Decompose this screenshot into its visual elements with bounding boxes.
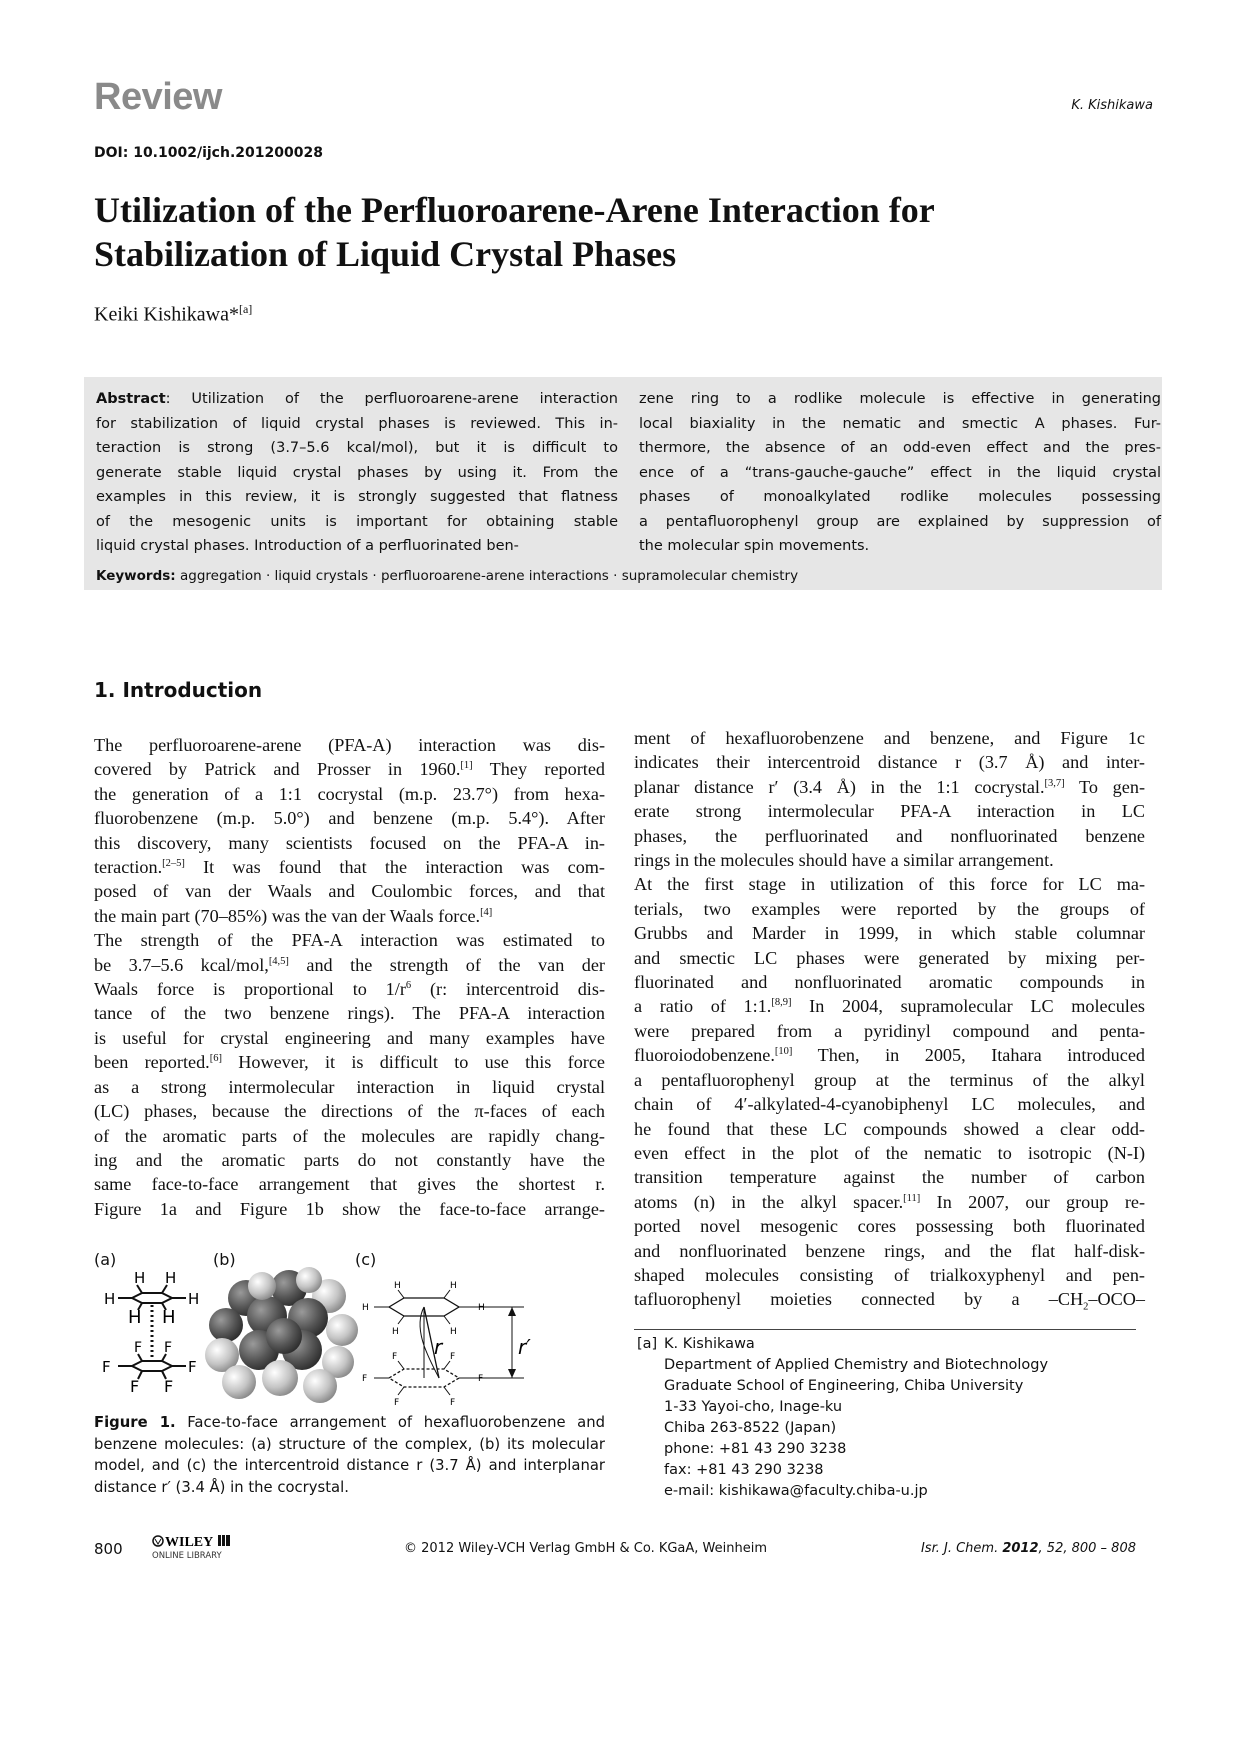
body-text-line — [634, 1287, 1145, 1311]
atom-label: H — [478, 1303, 485, 1313]
abstract-label: Abstract — [96, 391, 166, 407]
caption-text: distance r′ (3.4 Å) in the cocrystal. — [94, 1478, 349, 1496]
abstract-text: teraction is strong (3.7–5.6 kcal/mol), but it is difficult to — [96, 440, 618, 456]
body-text-line — [94, 831, 605, 855]
abstract-left-column — [96, 387, 618, 559]
citation-superscript: [10] — [774, 1046, 793, 1058]
body-text: indicates their intercentroid distance r (3.7 Å) and inter- — [634, 752, 1145, 773]
body-text: erate strong intermolecular PFA-A interaction in LC — [634, 801, 1145, 822]
body-text: of the aromatic parts of the molecules are rapidly chang- — [94, 1125, 605, 1146]
body-text-line — [94, 1075, 605, 1099]
structure-a — [102, 1269, 199, 1396]
body-text: terials, two examples were reported by the groups of — [634, 898, 1145, 919]
body-text-line — [634, 946, 1145, 970]
body-text: Then, in 2005, Itahara introduced — [792, 1045, 1145, 1066]
body-text-line — [94, 879, 605, 903]
keywords — [96, 568, 798, 584]
abstract-text: : Utilization of the perfluoroarene-arene interaction — [165, 391, 618, 407]
body-text-line — [634, 824, 1145, 848]
figure-1-drawing — [94, 1250, 604, 1415]
abstract-line — [96, 436, 618, 461]
body-text: –OCO– — [1088, 1289, 1145, 1310]
section-heading: 1. Introduction — [94, 678, 263, 702]
caption-line — [94, 1477, 605, 1499]
body-text: fluoroiodobenzene. — [634, 1045, 775, 1066]
affiliation-marker: [a] — [637, 1336, 658, 1352]
atom-label: F — [450, 1398, 456, 1408]
body-text: Waals force is proportional to 1/r — [94, 979, 406, 1000]
affiliation-email[interactable]: e-mail: kishikawa@faculty.chiba-u.jp — [664, 1483, 928, 1499]
caption-line — [94, 1434, 605, 1456]
citation-superscript: [2–5] — [162, 857, 185, 869]
atom-label: F — [102, 1358, 111, 1376]
atom-label: H — [394, 1281, 401, 1291]
abstract-text: phases of monoalkylated rodlike molecules possessing — [639, 489, 1161, 505]
abstract-line — [96, 534, 618, 559]
affiliation-line: K. Kishikawa — [664, 1336, 755, 1352]
body-text-line — [94, 806, 605, 830]
body-text-line — [94, 1050, 605, 1074]
abstract-text: liquid crystal phases. Introduction of a perfluorinated ben- — [96, 538, 519, 554]
atom-label: F — [134, 1340, 143, 1356]
abstract-text: generate stable liquid crystal phases by using it. From the — [96, 464, 618, 481]
title-line: Stabilization of Liquid Crystal Phases — [94, 234, 677, 274]
atom-label: H — [128, 1307, 142, 1328]
body-text-line — [634, 1165, 1145, 1189]
subscript: 2 — [1083, 1301, 1089, 1313]
atom-label: F — [130, 1377, 140, 1396]
atom-label: H — [162, 1307, 176, 1328]
body-text: were prepared from a pyridinyl compound and penta- — [634, 1020, 1145, 1041]
body-text-line — [94, 904, 605, 928]
atom-label: H — [450, 1281, 457, 1291]
caption-label: Figure 1. — [94, 1414, 176, 1431]
body-text-line — [634, 970, 1145, 994]
atom-label: H — [362, 1303, 369, 1313]
atom-label: H — [450, 1327, 457, 1337]
body-text: ported novel mesogenic cores possessing both fluorinated — [634, 1216, 1145, 1237]
atom-label: H — [134, 1269, 146, 1287]
body-text-line — [634, 726, 1145, 750]
body-text: They reported — [472, 759, 606, 780]
article-title — [94, 188, 1154, 276]
affiliation-line: Chiba 263-8522 (Japan) — [664, 1420, 837, 1436]
caption-line — [94, 1412, 605, 1434]
abstract-text: the molecular spin movements. — [639, 538, 870, 554]
affiliation-line: Department of Applied Chemistry and Biotechnology — [664, 1357, 1049, 1373]
body-text: posed of van der Waals and Coulombic forces, and that — [94, 881, 605, 902]
keywords-label: Keywords: — [96, 568, 176, 584]
body-text: transition temperature against the number of carbon — [634, 1167, 1145, 1188]
body-text: this discovery, many scientists focused on the PFA-A in- — [94, 832, 605, 853]
abstract-line — [639, 485, 1161, 510]
body-text: At the first stage in utilization of this force for LC ma- — [634, 874, 1145, 895]
figure-1-caption — [94, 1412, 605, 1498]
affiliation-line: fax: +81 43 290 3238 — [664, 1462, 824, 1478]
body-text-line — [94, 1099, 605, 1123]
body-text: phases, the perfluorinated and nonfluorinated benzene — [634, 825, 1145, 846]
body-text: ing and the aromatic parts do not constantly have the — [94, 1149, 605, 1170]
body-text-line — [634, 1141, 1145, 1165]
body-text: To gen- — [1064, 776, 1145, 797]
body-text: tance of the two benzene rings). The PFA-A interaction — [94, 1003, 605, 1024]
abstract-line — [639, 510, 1161, 535]
body-right-column — [634, 726, 1145, 1312]
body-text-line — [94, 977, 605, 1001]
body-text-line — [94, 928, 605, 952]
doi[interactable]: DOI: 10.1002/ijch.201200028 — [94, 145, 323, 161]
abstract-line — [96, 412, 618, 437]
body-text: In 2007, our group re- — [920, 1191, 1146, 1212]
body-text-line — [634, 994, 1145, 1018]
space-filling-model-b — [205, 1267, 358, 1403]
caption-text: benzene molecules: (a) structure of the complex, (b) its molecular — [94, 1435, 605, 1453]
author-affiliation-marker: [a] — [238, 302, 253, 316]
abstract-text: of the mesogenic units is important for obtaining stable — [96, 513, 618, 530]
atom-label: H — [392, 1327, 399, 1337]
atom-label: F — [450, 1352, 456, 1362]
abstract-line — [96, 461, 618, 486]
body-text: teraction. — [94, 857, 163, 878]
body-text-line — [634, 1092, 1145, 1116]
body-text: been reported. — [94, 1052, 210, 1073]
body-text-line — [634, 1214, 1145, 1238]
journal-name: Isr. J. Chem. — [920, 1541, 999, 1556]
body-text: is useful for crystal engineering and many examples have — [94, 1027, 605, 1048]
body-text-line — [634, 1190, 1145, 1214]
body-text-line — [94, 1148, 605, 1172]
body-text-line — [94, 953, 605, 977]
affiliation-lines — [664, 1334, 1048, 1502]
body-text: It was found that the interaction was com- — [184, 857, 605, 878]
affiliation-line: phone: +81 43 290 3238 — [664, 1441, 847, 1457]
body-text-line — [94, 757, 605, 781]
wiley-logo-text: WILEY — [165, 1535, 214, 1550]
atom-label: F — [394, 1398, 400, 1408]
body-text-line — [634, 848, 1145, 872]
citation-superscript: [4,5] — [268, 955, 289, 967]
abstract-text: examples in this review, it is strongly suggested that flatness — [96, 489, 618, 505]
citation-superscript: [6] — [209, 1053, 222, 1065]
body-text: as a strong intermolecular interaction in liquid crystal — [94, 1076, 605, 1097]
atom-label: F — [392, 1352, 398, 1362]
wiley-logo-mark — [152, 1532, 232, 1562]
figure-panel-label-a: (a) — [94, 1250, 117, 1269]
body-text: and the strength of the van der — [288, 954, 605, 975]
abstract-right-column — [639, 387, 1161, 559]
body-text: In 2004, supramolecular LC molecules — [791, 996, 1145, 1017]
body-text-line — [634, 775, 1145, 799]
abstract-line — [96, 387, 618, 412]
body-text: same face-to-face arrangement that gives the shortest r. — [94, 1174, 605, 1195]
abstract-text: local biaxiality in the nematic and smectic A phases. Fur- — [639, 415, 1161, 432]
body-text: tafluorophenyl moieties connected by a –CH — [634, 1289, 1084, 1310]
body-left-column — [94, 733, 605, 1221]
caption-line — [94, 1455, 605, 1477]
atom-label: H — [188, 1290, 200, 1308]
atom-label: F — [362, 1374, 368, 1384]
abstract-text: thermore, the absence of an odd-even effect and the pres- — [639, 440, 1161, 456]
atom-label: F — [164, 1340, 173, 1356]
body-text: (r: intercentroid dis- — [411, 979, 605, 1000]
body-text: the main part (70–85%) was the van der Waals force. — [94, 905, 481, 926]
body-text: Figure 1a and Figure 1b show the face-to-face arrange- — [94, 1198, 605, 1219]
wiley-online-library-logo[interactable] — [152, 1532, 232, 1567]
body-text-line — [94, 855, 605, 879]
atom-label: F — [164, 1377, 174, 1396]
journal-year: 2012 — [1002, 1541, 1039, 1556]
abstract-line — [96, 510, 618, 535]
body-text-line — [634, 921, 1145, 945]
body-text: Grubbs and Marder in 1999, in which stable columnar — [634, 923, 1145, 944]
body-text: the generation of a 1:1 cocrystal (m.p. 23.7°) from hexa- — [94, 783, 605, 804]
body-text: fluorobenzene (m.p. 5.0°) and benzene (m.p. 5.4°). After — [94, 808, 605, 829]
body-text: he found that these LC compounds showed a clear odd- — [634, 1118, 1145, 1139]
wiley-logo-subtext: ONLINE LIBRARY — [152, 1551, 222, 1561]
author-name: Keiki Kishikawa* — [94, 303, 239, 326]
body-text: and nonfluorinated benzene rings, and the flat half-disk- — [634, 1240, 1145, 1261]
abstract-line — [96, 485, 618, 510]
affiliation-line: 1-33 Yayoi-cho, Inage-ku — [664, 1399, 843, 1415]
abstract-line — [639, 436, 1161, 461]
body-text-line — [634, 1239, 1145, 1263]
citation-superscript: [1] — [460, 760, 473, 772]
body-text: shaped molecules consisting of trialkoxyphenyl and pen- — [634, 1264, 1145, 1285]
affiliation-line: Graduate School of Engineering, Chiba University — [664, 1378, 1024, 1394]
body-text: The perfluoroarene-arene (PFA-A) interaction was dis- — [94, 735, 605, 755]
body-text-line — [94, 1124, 605, 1148]
affiliation-divider — [634, 1329, 1136, 1330]
atom-label: F — [478, 1374, 484, 1384]
body-text-line — [94, 1172, 605, 1196]
abstract-line — [639, 461, 1161, 486]
figure-panel-label-c: (c) — [355, 1250, 377, 1269]
distance-diagram-c — [362, 1281, 531, 1408]
body-text-line — [634, 897, 1145, 921]
body-text: The strength of the PFA-A interaction was estimated to — [94, 930, 605, 951]
body-text-line — [634, 799, 1145, 823]
body-text: rings in the molecules should have a similar arrangement. — [634, 850, 1054, 871]
body-text: and smectic LC phases were generated by mixing per- — [634, 947, 1145, 968]
atom-label: H — [104, 1290, 116, 1308]
body-text: fluorinated and nonfluorinated aromatic compounds in — [634, 972, 1145, 993]
journal-volume-pages: , 52, 800 – 808 — [1038, 1541, 1136, 1556]
running-header-author: K. Kishikawa — [1071, 98, 1153, 113]
body-text: (LC) phases, because the directions of the π-faces of each — [94, 1101, 605, 1122]
body-text-line — [94, 1197, 605, 1221]
citation-superscript: [11] — [903, 1192, 921, 1204]
body-text-line — [634, 1068, 1145, 1092]
caption-text: Face-to-face arrangement of hexafluorobenzene and — [175, 1414, 605, 1431]
body-text-line — [634, 1117, 1145, 1141]
citation-superscript: [4] — [480, 906, 493, 918]
body-text: be 3.7–5.6 kcal/mol, — [94, 954, 269, 975]
citation-superscript: [3,7] — [1044, 777, 1065, 789]
abstract-box — [84, 377, 1162, 590]
section-label: Review — [94, 76, 222, 118]
body-text: planar distance r′ (3.4 Å) in the 1:1 cocrystal. — [634, 776, 1045, 797]
keywords-list: aggregation · liquid crystals · perfluoroarene-arene interactions · supramolecular chemistry — [179, 568, 799, 584]
body-text: chain of 4′-alkylated-4-cyanobiphenyl LC molecules, and — [634, 1094, 1145, 1115]
copyright-notice: © 2012 Wiley-VCH Verlag GmbH & Co. KGaA, Weinheim — [404, 1541, 768, 1556]
label-r: r — [434, 1335, 443, 1359]
atom-label: F — [188, 1358, 197, 1376]
body-text: covered by Patrick and Prosser in 1960. — [94, 759, 461, 780]
label-r-prime: r′ — [518, 1335, 531, 1359]
citation-superscript: 6 — [405, 980, 412, 991]
atom-label: H — [165, 1269, 177, 1287]
title-line: Utilization of the Perfluoroarene-Arene Interaction for — [94, 190, 935, 230]
citation-superscript: [8,9] — [771, 997, 792, 1009]
abstract-text: ence of a “trans-gauche-gauche” effect in the liquid crystal — [639, 464, 1161, 481]
body-text: a pentafluorophenyl group at the terminus of the alkyl — [634, 1069, 1145, 1090]
figure-1 — [94, 1250, 604, 1415]
body-text-line — [634, 872, 1145, 896]
body-text: a ratio of 1:1. — [634, 996, 772, 1017]
body-text-line — [634, 1043, 1145, 1067]
body-text-line — [94, 733, 605, 757]
page-number: 800 — [94, 1540, 123, 1558]
caption-text: model, and (c) the intercentroid distance r (3.7 Å) and interplanar — [94, 1457, 605, 1474]
author-byline — [94, 302, 252, 327]
figure-panel-label-b: (b) — [213, 1250, 236, 1269]
body-text-line — [634, 1263, 1145, 1287]
journal-citation — [921, 1541, 1136, 1556]
abstract-text: zene ring to a rodlike molecule is effective in generating — [639, 391, 1161, 407]
abstract-text: for stabilization of liquid crystal phases is reviewed. This in- — [96, 415, 618, 432]
abstract-line — [639, 534, 1161, 559]
abstract-text: a pentafluorophenyl group are explained by suppression of — [639, 513, 1161, 530]
body-text-line — [94, 1026, 605, 1050]
body-text: even effect in the plot of the nematic to isotropic (N-I) — [634, 1142, 1145, 1163]
body-text: ment of hexafluorobenzene and benzene, and Figure 1c — [634, 728, 1145, 748]
abstract-line — [639, 412, 1161, 437]
body-text-line — [94, 782, 605, 806]
body-text-line — [634, 750, 1145, 774]
body-text-line — [94, 1001, 605, 1025]
body-text: atoms (n) in the alkyl spacer. — [634, 1191, 904, 1212]
body-text-line — [634, 1019, 1145, 1043]
body-text: However, it is difficult to use this force — [221, 1052, 605, 1073]
abstract-line — [639, 387, 1161, 412]
